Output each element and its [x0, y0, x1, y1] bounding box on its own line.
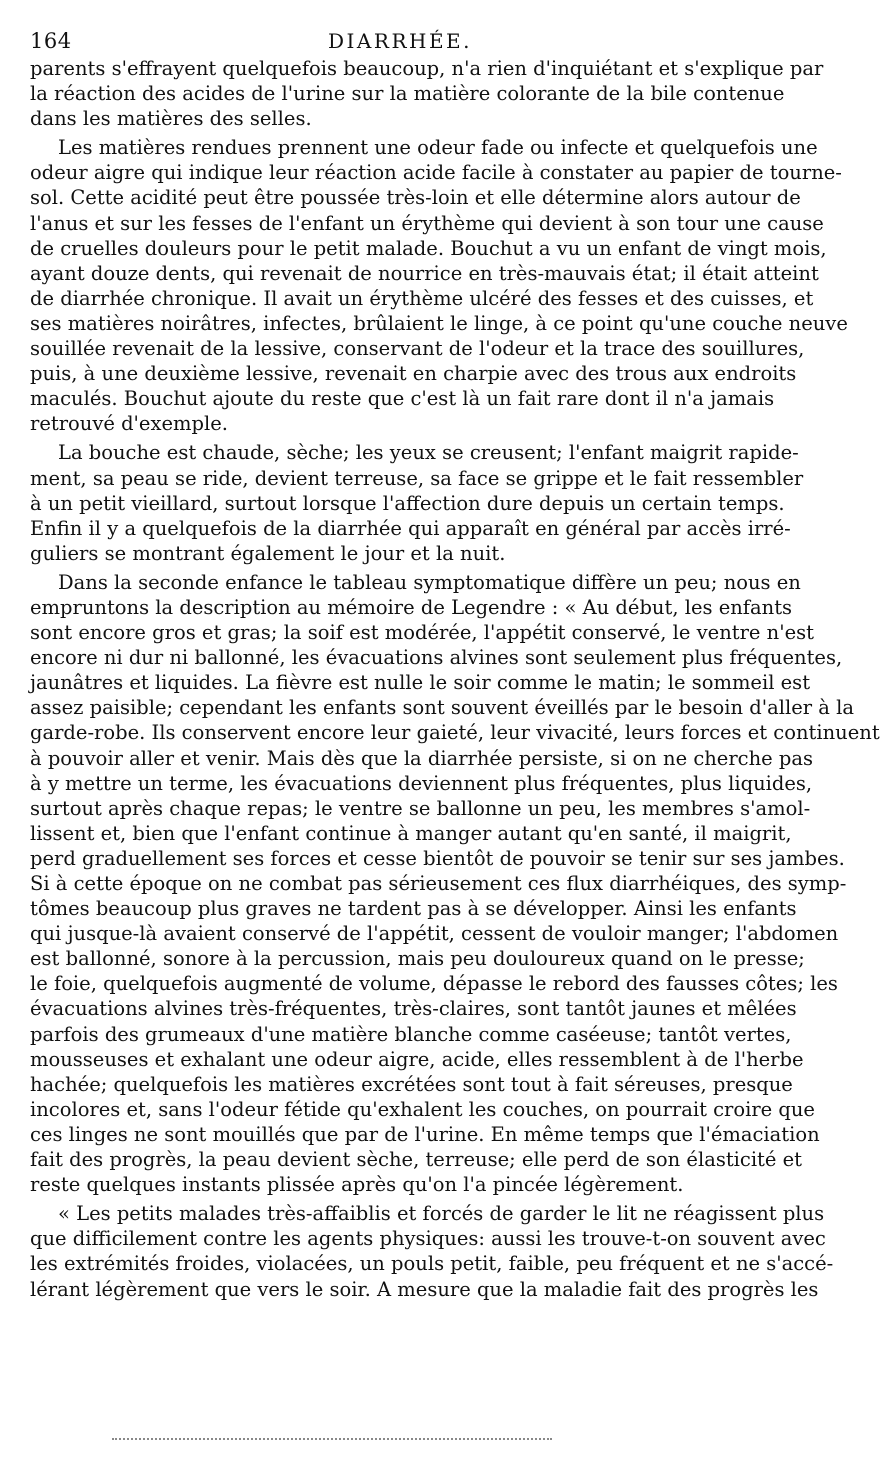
text-line: sol. Cette acidité peut être poussée très-loin et elle détermine alors autour de — [30, 186, 801, 210]
text-line: le foie, quelquefois augmenté de volume, dépasse le rebord des fausses côtes; les — [30, 972, 838, 996]
text-line: Enfin il y a quelquefois de la diarrhée qui apparaît en général par accès irré- — [30, 516, 791, 540]
body-text — [30, 56, 880, 1302]
text-line: odeur aigre qui indique leur réaction acide facile à constater au papier de tourne- — [30, 161, 842, 185]
text-line: La bouche est chaude, sèche; les yeux se creusent; l'enfant maigrit rapide- — [58, 441, 799, 465]
text-line: sont encore gros et gras; la soif est modérée, l'appétit conservé, le ventre n'est — [30, 621, 814, 645]
text-line: à y mettre un terme, les évacuations deviennent plus fréquentes, plus liquides, — [30, 771, 813, 795]
text-line: fait des progrès, la peau devient sèche, terreuse; elle perd de son élasticité et — [30, 1148, 803, 1172]
text-line: à un petit vieillard, surtout lorsque l'affection dure depuis un certain temps. — [30, 491, 785, 515]
text-line: « Les petits malades très-affaiblis et forcés de garder le lit ne réagissent plus — [58, 1202, 825, 1226]
page-number: 164 — [30, 29, 72, 53]
text-line: perd graduellement ses forces et cesse bientôt de pouvoir se tenir sur ses jambes. — [30, 846, 845, 870]
text-line: ment, sa peau se ride, devient terreuse, sa face se grippe et le fait ressembler — [30, 466, 804, 490]
text-line: ayant douze dents, qui revenait de nourrice en très-mauvais état; il était atteint — [30, 261, 819, 285]
text-line: jaunâtres et liquides. La fièvre est nulle le soir comme le matin; le sommeil est — [30, 671, 811, 695]
text-line: est ballonné, sonore à la percussion, mais peu douloureux quand on le presse; — [30, 947, 805, 971]
text-line: ces linges ne sont mouillés que par de l'urine. En même temps que l'émaciation — [30, 1122, 820, 1146]
text-line: de diarrhée chronique. Il avait un érythème ulcéré des fesses et des cuisses, et — [30, 286, 814, 310]
text-line: Si à cette époque on ne combat pas sérieusement ces flux diarrhéiques, des symp- — [30, 872, 847, 895]
text-line: assez paisible; cependant les enfants sont souvent éveillés par le besoin d'aller à la — [30, 696, 854, 720]
page-header — [30, 28, 770, 54]
running-head: DIARRHÉE. — [328, 29, 472, 53]
text-line: empruntons la description au mémoire de Legendre : « Au début, les enfants — [30, 595, 793, 619]
text-line: les extrémités froides, violacées, un pouls petit, faible, peu fréquent et ne s'accé- — [30, 1252, 834, 1276]
text-line: l'anus et sur les fesses de l'enfant un érythème qui devient à son tour une cause — [30, 211, 824, 235]
text-line: retrouvé d'exemple. — [30, 412, 228, 436]
text-line: Dans la seconde enfance le tableau symptomatique diffère un peu; nous en — [58, 570, 801, 594]
paragraph — [30, 135, 848, 436]
text-line: parfois des grumeaux d'une matière blanche comme caséeuse; tantôt vertes, — [30, 1022, 792, 1046]
text-line: Les matières rendues prennent une odeur fade ou infecte et quelquefois une — [58, 136, 818, 160]
text-line: parents s'effrayent quelquefois beaucoup, n'a rien d'inquiétant et s'explique par — [30, 57, 824, 80]
paragraph — [30, 1201, 834, 1301]
text-line: à pouvoir aller et venir. Mais dès que la diarrhée persiste, si on ne cherche pas — [30, 746, 813, 770]
text-line: la réaction des acides de l'urine sur la matière colorante de la bile contenue — [30, 82, 785, 106]
paragraph — [30, 570, 880, 1197]
text-line: lérant légèrement que vers le soir. A mesure que la maladie fait des progrès les — [30, 1277, 819, 1301]
text-line: incolores et, sans l'odeur fétide qu'exhalent les couches, on pourrait croire que — [30, 1097, 815, 1121]
text-line: ses matières noirâtres, infectes, brûlaient le linge, à ce point qu'une couche neuve — [30, 311, 848, 335]
text-line: dans les matières des selles. — [30, 107, 312, 131]
text-line: puis, à une deuxième lessive, revenait en charpie avec des trous aux endroits — [30, 362, 797, 386]
text-line: reste quelques instants plissée après qu'on l'a pincée légèrement. — [30, 1173, 684, 1197]
text-line: guliers se montrant également le jour et la nuit. — [30, 541, 506, 565]
text-line: évacuations alvines très-fréquentes, très-claires, sont tantôt jaunes et mêlées — [30, 997, 797, 1021]
footer-rule — [112, 1438, 552, 1440]
text-line: mousseuses et exhalant une odeur aigre, acide, elles ressemblent à de l'herbe — [30, 1047, 804, 1071]
text-line: qui jusque-là avaient conservé de l'appétit, cessent de vouloir manger; l'abdomen — [30, 922, 839, 946]
text-line: de cruelles douleurs pour le petit malade. Bouchut a vu un enfant de vingt mois, — [30, 236, 827, 260]
paragraph — [30, 56, 824, 131]
text-line: surtout après chaque repas; le ventre se ballonne un peu, les membres s'amol- — [30, 796, 811, 820]
paragraph — [30, 440, 804, 565]
text-line: encore ni dur ni ballonné, les évacuations alvines sont seulement plus fréquentes, — [30, 646, 843, 670]
text-line: maculés. Bouchut ajoute du reste que c'est là un fait rare dont il n'a jamais — [30, 387, 775, 411]
text-line: souillée revenait de la lessive, conservant de l'odeur et la trace des souillures, — [30, 337, 805, 361]
text-line: garde-robe. Ils conservent encore leur gaieté, leur vivacité, leurs forces et continuent — [30, 721, 880, 745]
text-line: que difficilement contre les agents physiques: aussi les trouve-t-on souvent avec — [30, 1227, 826, 1251]
text-line: hachée; quelquefois les matières excrétées sont tout à fait séreuses, presque — [30, 1072, 793, 1096]
text-line: tômes beaucoup plus graves ne tardent pas à se développer. Ainsi les enfants — [30, 897, 797, 921]
text-line: lissent et, bien que l'enfant continue à manger autant qu'en santé, il maigrit, — [30, 821, 792, 845]
